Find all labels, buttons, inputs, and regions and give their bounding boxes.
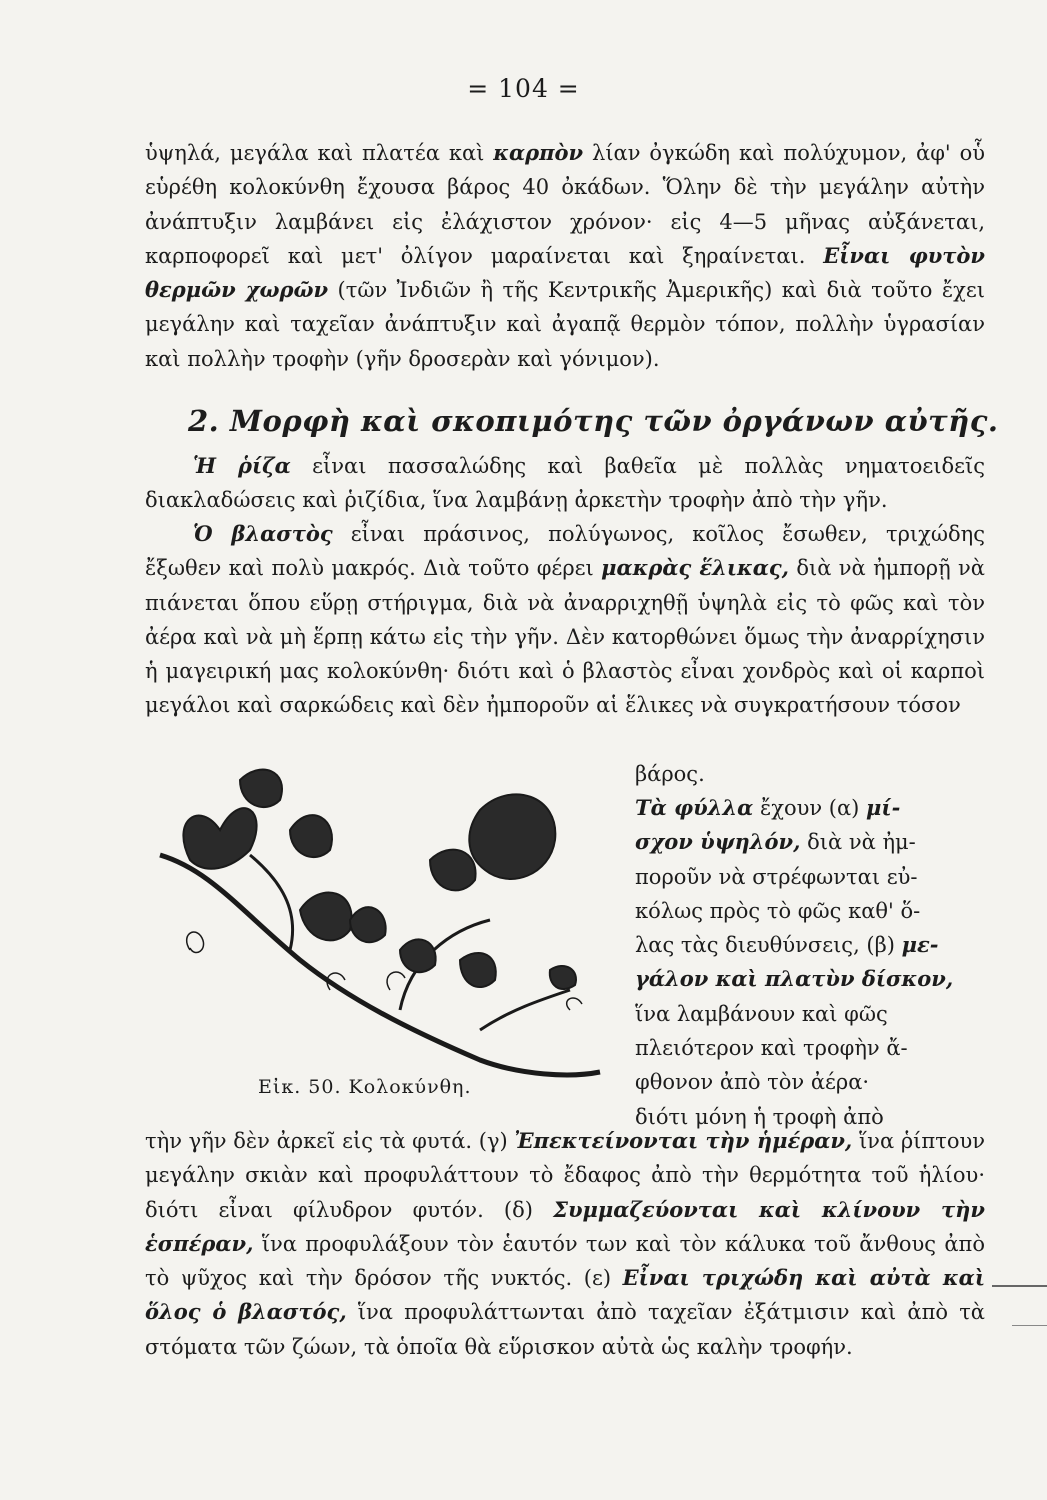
leaves-line-6 [635, 962, 975, 996]
leaves-line-3: ποροῦν νὰ στρέφωνται εὐ- [635, 864, 918, 889]
stem-text-2: διὰ νὰ ἠμπορῇ νὰ πιάνεται ὅπου εὕρῃ στήριγμα, διὰ νὰ ἀναρριχηθῇ ὑψηλὰ εἰς τὸ φῶς καὶ τὸν ἀέρα καὶ νὰ μὴ ἕρπῃ κάτω εἰς τὴν γῆν. Δὲν κατορθώνει ὅμως τὴν ἀναρρίχησιν ἡ μαγειρική μας κολοκύνθη· διότι καὶ ὁ βλαστὸς εἶναι χονδρὸς καὶ οἱ καρποὶ μεγάλοι καὶ σαρκώδεις καὶ δὲν ἠμποροῦν αἱ ἕλικες νὰ συγκρατήσουν τόσον [145, 556, 985, 718]
stem-bold: Ὁ βλαστὸς [193, 521, 333, 546]
leaves-line-4: κόλως πρὸς τὸ φῶς καθ' ὅ- [635, 898, 921, 923]
paragraph-leaves-continued [145, 1124, 985, 1364]
leaves-cont-text-1: τὴν γῆν δὲν ἀρκεῖ εἰς τὰ φυτά. (γ) [145, 1129, 515, 1153]
leaves-cont-text-3: ἵνα προφυλάξουν τὸν ἑαυτόν των καὶ τὸν κάλυκα τοῦ ἄνθους ἀπὸ τὸ ψῦχος καὶ τὴν δρόσον τῆς νυκτός. (ε) [145, 1231, 985, 1291]
intro-text-3: (τῶν Ἰνδιῶν ἢ τῆς Κεντρικῆς Ἀμερικῆς) καὶ διὰ τοῦτο ἔχει μεγάλην καὶ ταχεῖαν ἀνάπτυξιν καὶ ἀγαπᾷ θερμὸν τόπον, πολλὴν ὑγρασίαν καὶ πολλὴν τροφὴν (γῆν δροσερὰν καὶ γόνιμον). [145, 278, 985, 371]
root-bold: Ἡ ῥίζα [193, 453, 291, 478]
paragraph-intro [145, 136, 985, 376]
leaves-line-5 [635, 928, 975, 962]
stem-text-1: εἶναι πράσινος, πολύγωνος, κοῖλος ἔσωθεν, τριχώδης ἔξωθεν καὶ πολὺ μακρός. Διὰ τοῦτο φέρει [145, 522, 985, 581]
stem-bold-tendrils: μακρὰς ἕλικας, [601, 555, 789, 581]
figure-caption: Εἰκ. 50. Κολοκύνθη. [258, 1076, 472, 1098]
leaves-bold: Τὰ φύλλα [635, 795, 754, 820]
leaves-cont-text-4: ἵνα προφυλάττωνται ἀπὸ ταχεῖαν ἐξάτμισιν καὶ ἀπὸ τὰ στόματα τῶν ζώων, τὰ ὁποῖα θὰ εὕρισκον αὐτὰ ὡς καλὴν τροφήν. [145, 1300, 985, 1359]
leaves-line-9: φθονον ἀπὸ τὸν ἀέρα· [635, 1070, 870, 1095]
leaves-text-5: λας τὰς διευθύνσεις, (β) [635, 933, 902, 958]
leaves-line-7: ἵνα λαμβάνουν καὶ φῶς [635, 1001, 888, 1026]
leaves-cont-text-2: ἵνα ῥίπτουν μεγάλην σκιὰν καὶ προφυλάττουν τὸ ἔδαφος ἀπὸ τὴν θερμότητα τοῦ ἡλίου· διότι εἶναι φίλυδρον φυτόν. (δ) [145, 1129, 985, 1222]
leaves-bold-6: γάλον καὶ πλατὺν δίσκον, [635, 966, 954, 992]
stem-last-word: βάρος. [635, 762, 705, 786]
paragraph-stem [145, 517, 985, 723]
leaves-bold-3: σχον ὑψηλόν, [635, 829, 801, 855]
leaves-line-8: πλειότερον καὶ τροφὴν ἄ- [635, 1036, 908, 1061]
section-heading: 2. Μορφὴ καὶ σκοπιμότης τῶν ὀργάνων αὐτῆς. [188, 404, 999, 438]
leaves-cont-bold-2: Συμμαζεύονται καὶ κλίνουν τὴν ἑσπέραν, [145, 1196, 986, 1256]
leaves-bold-5: με- [901, 932, 939, 958]
paragraph-root [145, 449, 985, 518]
leaves-cont-bold-1: Ἐπεκτείνονται τὴν ἡμέραν, [514, 1128, 853, 1153]
leaves-line-10: διότι μόνη ἡ τροφὴ ἀπὸ [635, 1104, 884, 1129]
leaves-line-1 [635, 791, 975, 825]
leaves-line-2 [635, 825, 975, 859]
page-number: = 104 = [467, 74, 580, 103]
root-text: εἶναι πασσαλώδης καὶ βαθεῖα μὲ πολλὰς νηματοειδεῖς διακλαδώσεις καὶ ῥιζίδια, ἵνα λαμβάνῃ ἀρκετὴν τροφὴν ἀπὸ τὴν γῆν. [145, 454, 985, 513]
pumpkin-illustration [150, 760, 605, 1080]
intro-bold-warm: Εἶναι φυτὸν θερμῶν χωρῶν [145, 242, 985, 303]
leaves-text-2: διὰ νὰ ἠμ- [800, 830, 916, 855]
intro-text-2: λίαν ὀγκώδη καὶ πολύχυμον, ἀφ' οὗ εὑρέθη κολοκύνθη ἔχουσα βάρος 40 ὀκάδων. Ὅλην δὲ τὴν μεγάλην αὐτὴν ἀνάπτυξιν λαμβάνει εἰς ἐλάχιστον χρόνον· εἰς 4—5 μῆνας αὐξάνεται, καρποφορεῖ καὶ μετ' ὀλίγον μαραίνεται καὶ ξηραίνεται. [145, 141, 986, 268]
leaves-cont-bold-3: Εἶναι τριχώδη καὶ αὐτὰ καὶ ὅλος ὁ βλαστός, [145, 1265, 985, 1325]
leaves-bold-2: μί- [866, 795, 901, 820]
scan-edge-mark [992, 1285, 1047, 1287]
intro-text-1: ὑψηλά, μεγάλα καὶ πλατέα καὶ [145, 141, 494, 165]
leaves-column [635, 791, 975, 1134]
scan-edge-mark-2 [1012, 1325, 1047, 1326]
leaves-text-1: ἔχουν (α) [753, 796, 867, 820]
intro-bold-fruit: καρπὸν [493, 140, 584, 165]
